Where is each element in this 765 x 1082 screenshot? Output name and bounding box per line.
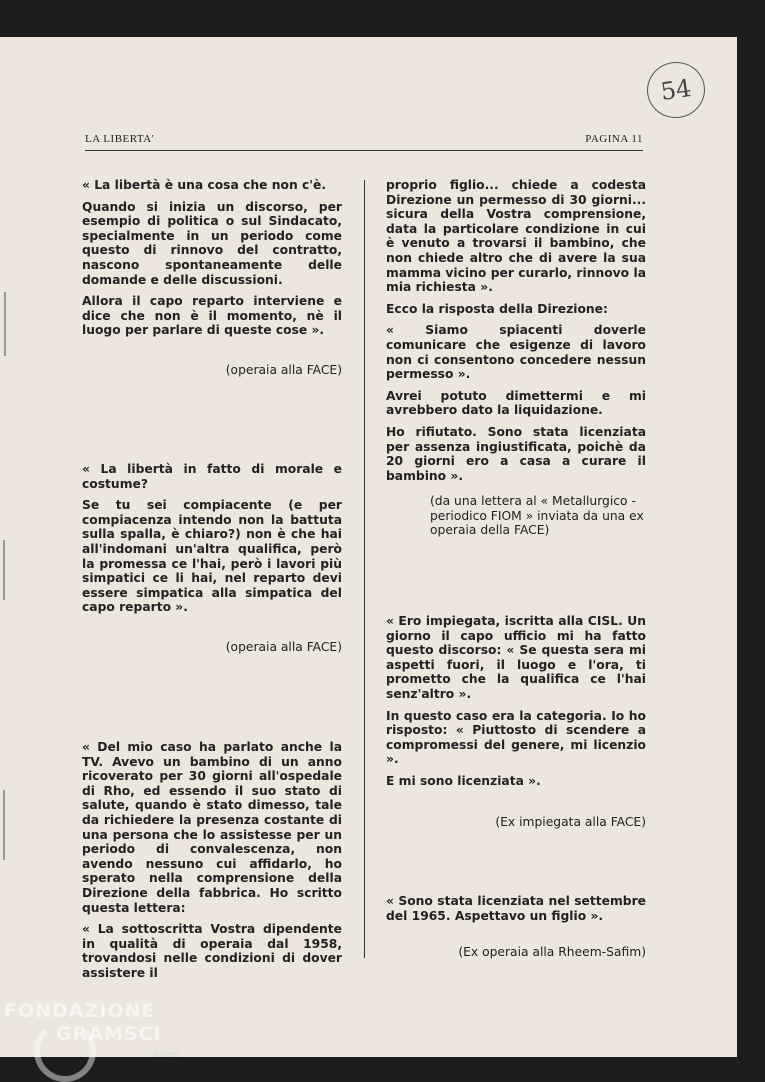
watermark — [4, 1000, 204, 1080]
left-block-3 — [82, 740, 342, 988]
paragraph: « Sono stata licenziata nel settembre del 1965. Aspettavo un figlio ». — [386, 894, 646, 923]
paragraph: « La libertà in fatto di morale e costume? — [82, 462, 342, 491]
attribution: (Ex impiegata alla FACE) — [495, 815, 646, 829]
paragraph: Allora il capo reparto interviene e dice che non è il momento, nè il luogo per parlare di queste cose ». — [82, 294, 342, 338]
binding-mark — [4, 292, 6, 356]
watermark-line-2: GRAMSCI — [56, 1023, 162, 1045]
attribution: (operaia alla FACE) — [225, 640, 342, 654]
binding-mark — [3, 540, 5, 600]
right-block-2 — [386, 614, 646, 796]
paragraph: « La libertà è una cosa che non c'è. — [82, 178, 327, 192]
page-header — [85, 133, 643, 151]
left-block-2 — [82, 462, 342, 622]
attribution: (operaia alla FACE) — [225, 363, 342, 377]
paragraph: Quando si inizia un discorso, per esempio di politica o sul Sindacato, specialmente in un periodo come questo di rinnovo del contratto, nascono spontaneamente delle domande e delle discussioni. — [82, 199, 342, 287]
header-page: PAGINA 11 — [585, 133, 643, 145]
attribution: (da una lettera al « Metallurgico - periodico FIOM » inviata da una ex operaia della FACE) — [430, 494, 644, 538]
attribution: (Ex operaia alla Rheem-Safim) — [458, 945, 646, 959]
paragraph: « Del mio caso ha parlato anche la TV. Avevo un bambino di un anno ricoverato per 30 giorni all'ospedale di Rho, ed essendo il suo stato di salute, quando è stato dimesso, tale da richiedere la presenza costante di una persona che lo assistesse per un periodo di convalescenza, non avendo nessuno cui affidarlo, ho sperato nella comprensione della Direzione della fabbrica. Ho scritto questa lettera: — [82, 740, 342, 915]
paragraph: In questo caso era la categoria. Io ho risposto: « Piuttosto di scendere a compromessi del genere, mi licenzio ». — [386, 708, 646, 767]
right-block-1 — [386, 178, 646, 490]
column-divider — [364, 180, 365, 958]
paragraph: « Ero impiegata, iscritta alla CISL. Un giorno il capo ufficio mi ha fatto questo discorso: « Se questa sera mi aspetti fuori, il luogo e l'ora, ti prometto che la qualifica ce l'hai senz'altro ». — [386, 614, 646, 701]
handwritten-page-number: 54 — [643, 58, 708, 122]
paragraph: Ho rifiutato. Sono stata licenziata per assenza ingiustificata, poichè da 20 giorni ero a casa a curare il bambino ». — [386, 424, 646, 483]
binding-mark — [3, 790, 5, 860]
watermark-line-1: FONDAZIONE — [4, 1000, 156, 1022]
right-block-3 — [386, 894, 646, 930]
watermark-line-3: onlus — [154, 1050, 179, 1060]
paragraph: E mi sono licenziata ». — [386, 773, 541, 788]
paragraph: Se tu sei compiacente (e per compiacenza intendo non la battuta sulla spalla, è chiaro?) non è che hai all'indomani un'altra qualifica, però la promessa ce l'hai, però i lavori più simpatici ce li hai, nel reparto devi essere simpatica alla simpatica del capo reparto ». — [82, 498, 342, 615]
header-title: LA LIBERTA' — [85, 133, 155, 145]
paragraph: proprio figlio... chiede a codesta Direzione un permesso di 30 giorni... sicura della Vostra comprensione, data la particolare condizione in cui è venuto a trovarsi il bambino, che non chiede altro che di avere la sua mamma vicino per curarlo, rinnovo la mia richiesta ». — [386, 178, 646, 295]
paragraph: Avrei potuto dimettermi e mi avrebbero dato la liquidazione. — [386, 388, 646, 418]
left-block-1 — [82, 178, 342, 345]
paragraph: Ecco la risposta della Direzione: — [386, 301, 608, 316]
paragraph: « Siamo spiacenti doverle comunicare che esigenze di lavoro non ci consentono concedere nessun permesso ». — [386, 323, 646, 382]
paragraph: « La sottoscritta Vostra dipendente in qualità di operaia dal 1958, trovandosi nelle condizioni di dover assistere il — [82, 922, 342, 980]
